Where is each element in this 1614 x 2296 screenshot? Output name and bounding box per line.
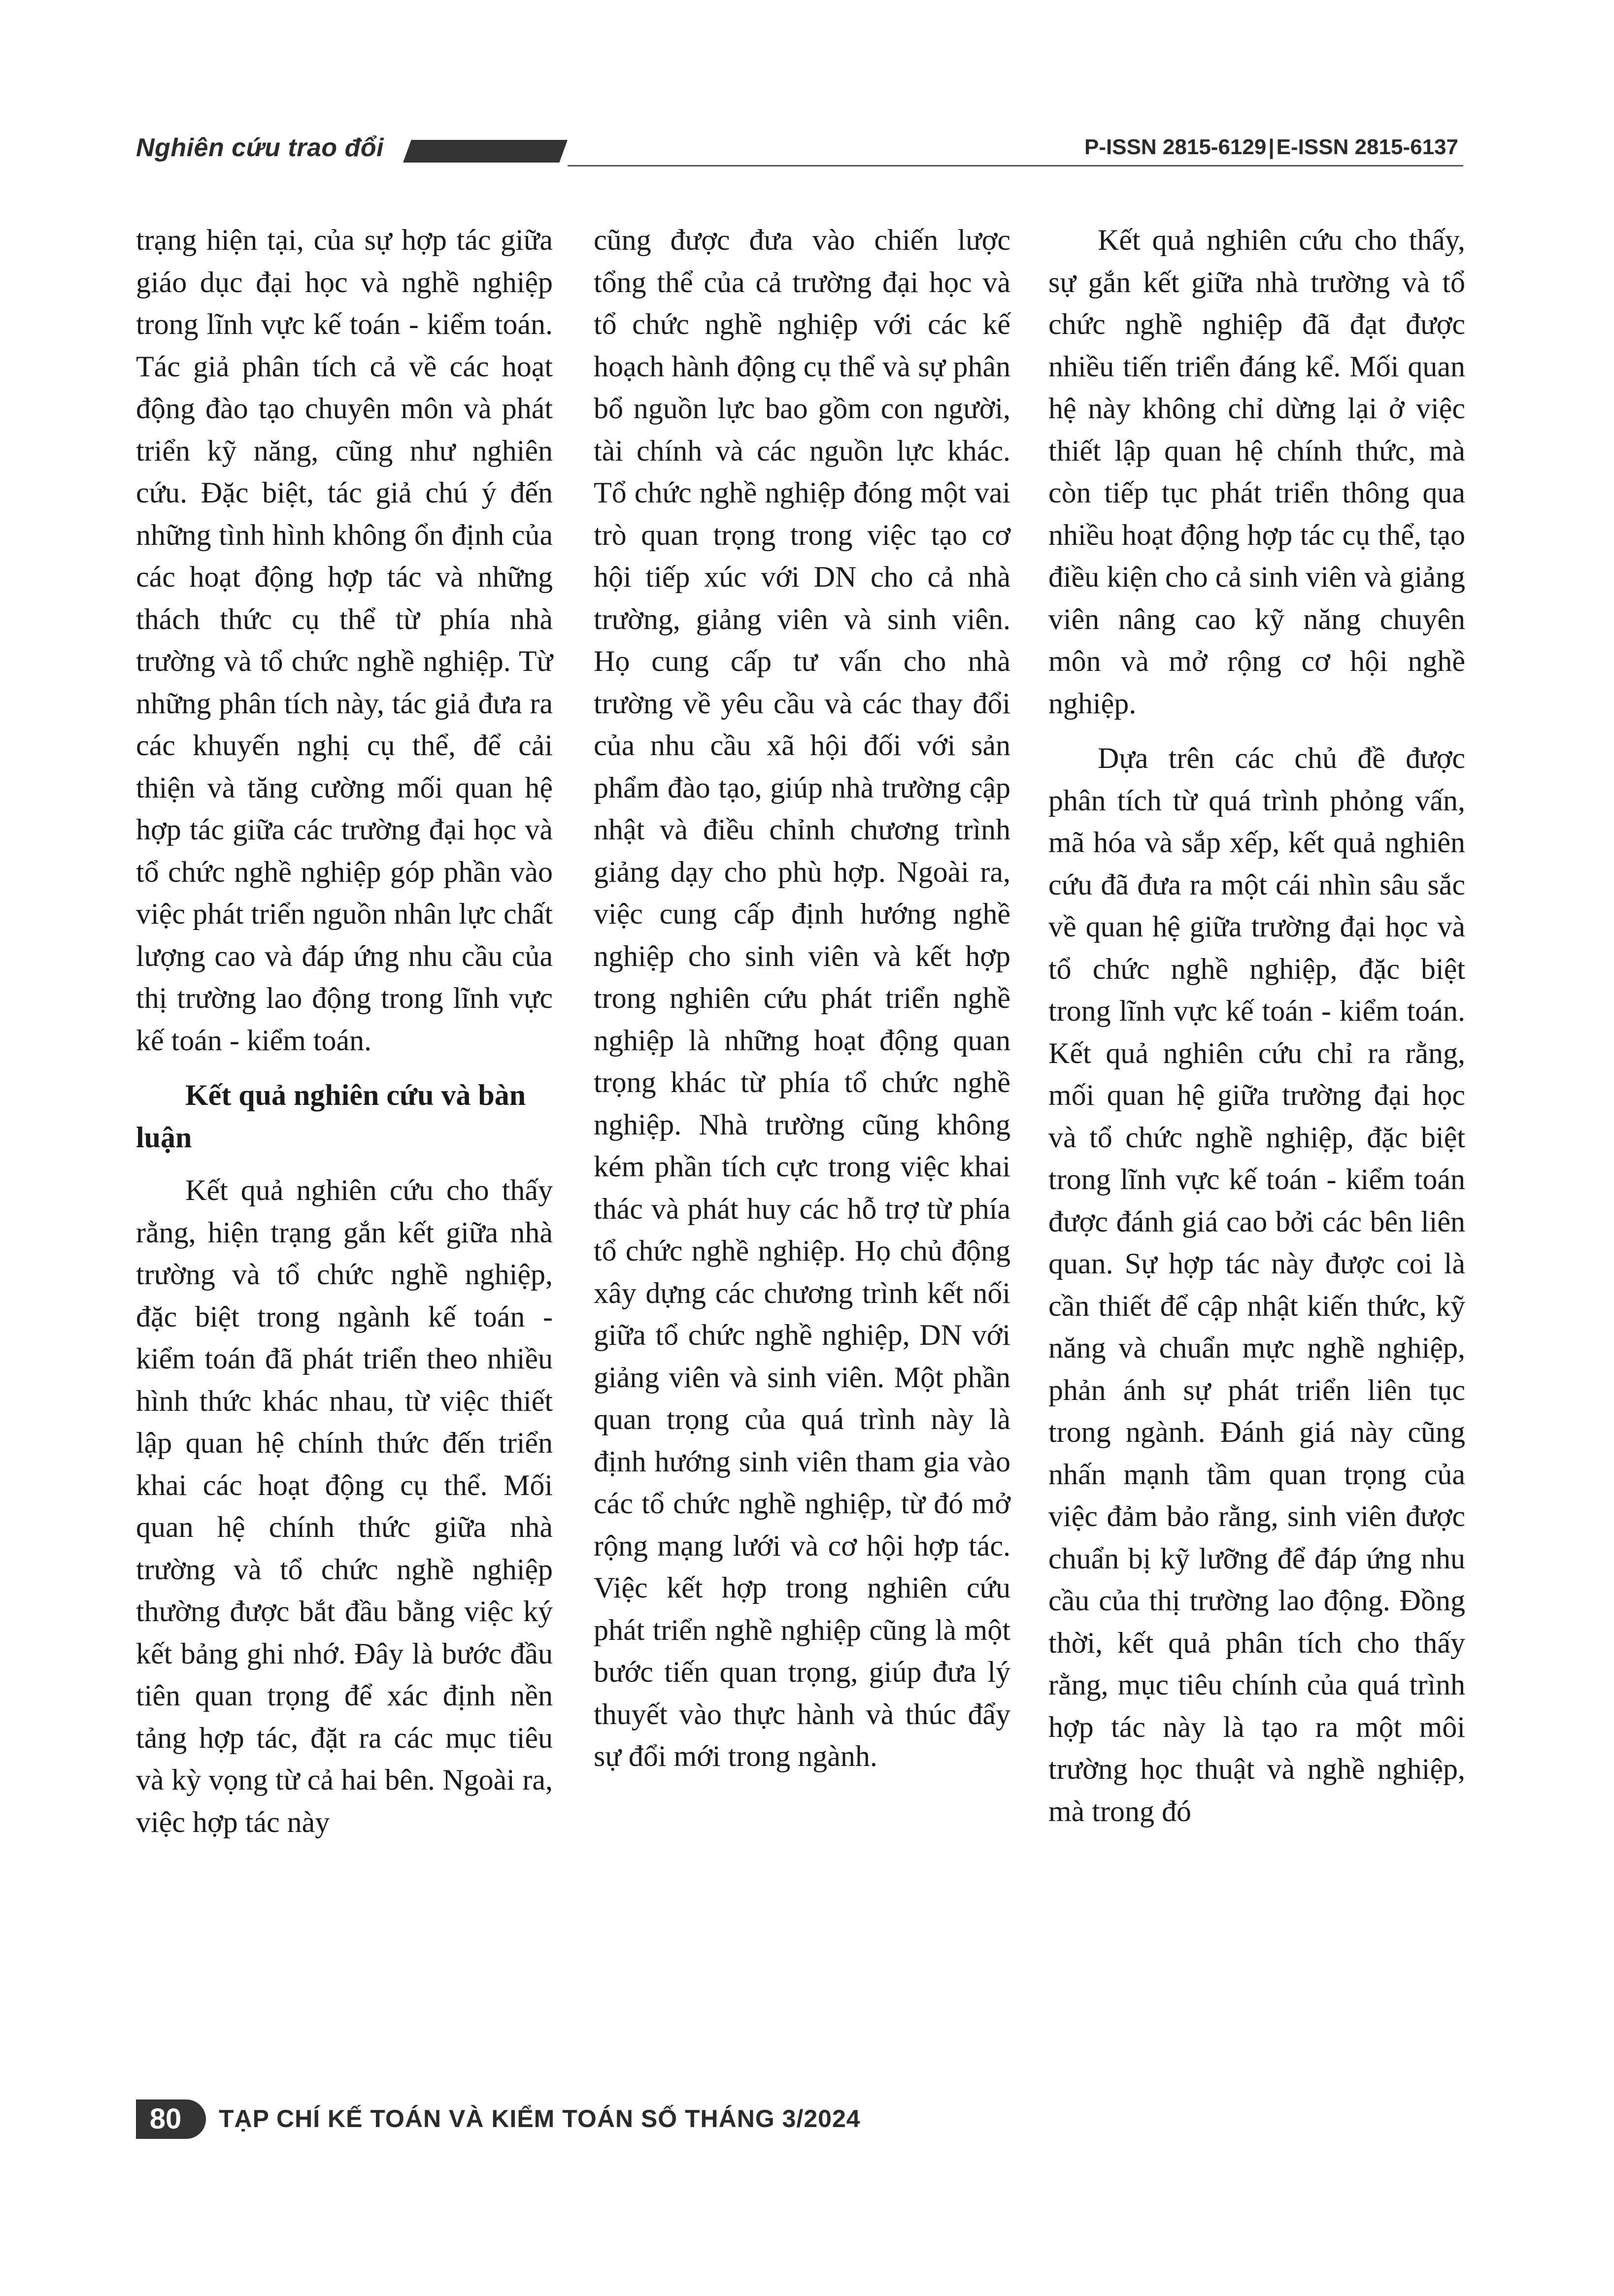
pissn: P-ISSN 2815-6129	[1084, 135, 1267, 159]
issn-info	[1084, 135, 1458, 160]
journal-title: TẠP CHÍ KẾ TOÁN VÀ KIỂM TOÁN SỐ THÁNG 3/2024	[219, 2105, 861, 2132]
paragraph: Dựa trên các chủ đề được phân tích từ quá trình phỏng vấn, mã hóa và sắp xếp, kết quả nghiên cứu đã đưa ra một cái nhìn sâu sắc về quan hệ giữa trường đại học và tổ chức nghề nghiệp, đặc biệt trong lĩnh vực kế toán - kiểm toán. Kết quả nghiên cứu chỉ ra rằng, mối quan hệ giữa trường đại học và tổ chức nghề nghiệp, đặc biệt trong lĩnh vực kế toán - kiểm toán được đánh giá cao bởi các bên liên quan. Sự hợp tác này được coi là cần thiết để cập nhật kiến thức, kỹ năng và chuẩn mực nghề nghiệp, phản ánh sự phát triển liên tục trong ngành. Đánh giá này cũng nhấn mạnh tầm quan trọng của việc đảm bảo rằng, sinh viên được chuẩn bị kỹ lưỡng để đáp ứng nhu cầu của thị trường lao động. Đồng thời, kết quả phân tích cho thấy rằng, mục tiêu chính của quá trình hợp tác này là tạo ra một môi trường học thuật và nghề nghiệp, mà trong đó	[1048, 742, 1465, 1828]
header-decoration-bar	[403, 140, 568, 163]
text-column-2	[594, 219, 1010, 1778]
paragraph: Kết quả nghiên cứu cho thấy, sự gắn kết giữa nhà trường và tổ chức nghề nghiệp đã đạt được nhiều tiến triển đáng kể. Mối quan hệ này không chỉ dừng lại ở việc thiết lập quan hệ chính thức, mà còn tiếp tục phát triển thông qua nhiều hoạt động hợp tác cụ thể, tạo điều kiện cho cả sinh viên và giảng viên nâng cao kỹ năng chuyên môn và mở rộng cơ hội nghề nghiệp.	[1048, 224, 1465, 720]
section-title: Nghiên cứu trao đổi	[136, 133, 384, 162]
text-column-3	[1048, 219, 1465, 1832]
section-heading: Kết quả nghiên cứu và bàn luận	[136, 1079, 526, 1154]
page-number: 80	[149, 2103, 182, 2135]
issn-separator: |	[1268, 135, 1275, 159]
eissn: E-ISSN 2815-6137	[1276, 135, 1458, 159]
paragraph: trạng hiện tại, của sự hợp tác giữa giáo dục đại học và nghề nghiệp trong lĩnh vực kế toán - kiểm toán. Tác giả phân tích cả về các hoạt động đào tạo chuyên môn và phát triển kỹ năng, cũng như nghiên cứu. Đặc biệt, tác giả chú ý đến những tình hình không ổn định của các hoạt động hợp tác và những thách thức cụ thể từ phía nhà trường và tổ chức nghề nghiệp. Từ những phân tích này, tác giả đưa ra các khuyến nghị cụ thể, để cải thiện và tăng cường mối quan hệ hợp tác giữa các trường đại học và tổ chức nghề nghiệp góp phần vào việc phát triển nguồn nhân lực chất lượng cao và đáp ứng nhu cầu của thị trường lao động trong lĩnh vực kế toán - kiểm toán.	[136, 224, 553, 1057]
paragraph: cũng được đưa vào chiến lược tổng thể của cả trường đại học và tổ chức nghề nghiệp với các kế hoạch hành động cụ thể và sự phân bổ nguồn lực bao gồm con người, tài chính và các nguồn lực khác. Tổ chức nghề nghiệp đóng một vai trò quan trọng trong việc tạo cơ hội tiếp xúc với DN cho cả nhà trường, giảng viên và sinh viên. Họ cung cấp tư vấn cho nhà trường về yêu cầu và các thay đổi của nhu cầu xã hội đối với sản phẩm đào tạo, giúp nhà trường cập nhật và điều chỉnh chương trình giảng dạy cho phù hợp. Ngoài ra, việc cung cấp định hướng nghề nghiệp cho sinh viên và kết hợp trong nghiên cứu phát triển nghề nghiệp là những hoạt động quan trọng khác từ phía tổ chức nghề nghiệp. Nhà trường cũng không kém phần tích cực trong việc khai thác và phát huy các hỗ trợ từ phía tổ chức nghề nghiệp. Họ chủ động xây dựng các chương trình kết nối giữa tổ chức nghề nghiệp, DN với giảng viên và sinh viên. Một phần quan trọng của quá trình này là định hướng sinh viên tham gia vào các tổ chức nghề nghiệp, từ đó mở rộng mạng lưới và cơ hội hợp tác. Việc kết hợp trong nghiên cứu phát triển nghề nghiệp cũng là một bước tiến quan trọng, giúp đưa lý thuyết vào thực hành và thúc đẩy sự đổi mới trong ngành.	[594, 224, 1010, 1772]
paragraph: Kết quả nghiên cứu cho thấy rằng, hiện trạng gắn kết giữa nhà trường và tổ chức nghề nghiệp, đặc biệt trong ngành kế toán - kiểm toán đã phát triển theo nhiều hình thức khác nhau, từ việc thiết lập quan hệ chính thức đến triển khai các hoạt động cụ thể. Mối quan hệ chính thức giữa nhà trường và tổ chức nghề nghiệp thường được bắt đầu bằng việc ký kết bảng ghi nhớ. Đây là bước đầu tiên quan trọng để xác định nền tảng hợp tác, đặt ra các mục tiêu và kỳ vọng từ cả hai bên. Ngoài ra, việc hợp tác này	[136, 1174, 553, 1838]
header-rule	[568, 165, 1463, 166]
text-column-1	[136, 219, 553, 1843]
